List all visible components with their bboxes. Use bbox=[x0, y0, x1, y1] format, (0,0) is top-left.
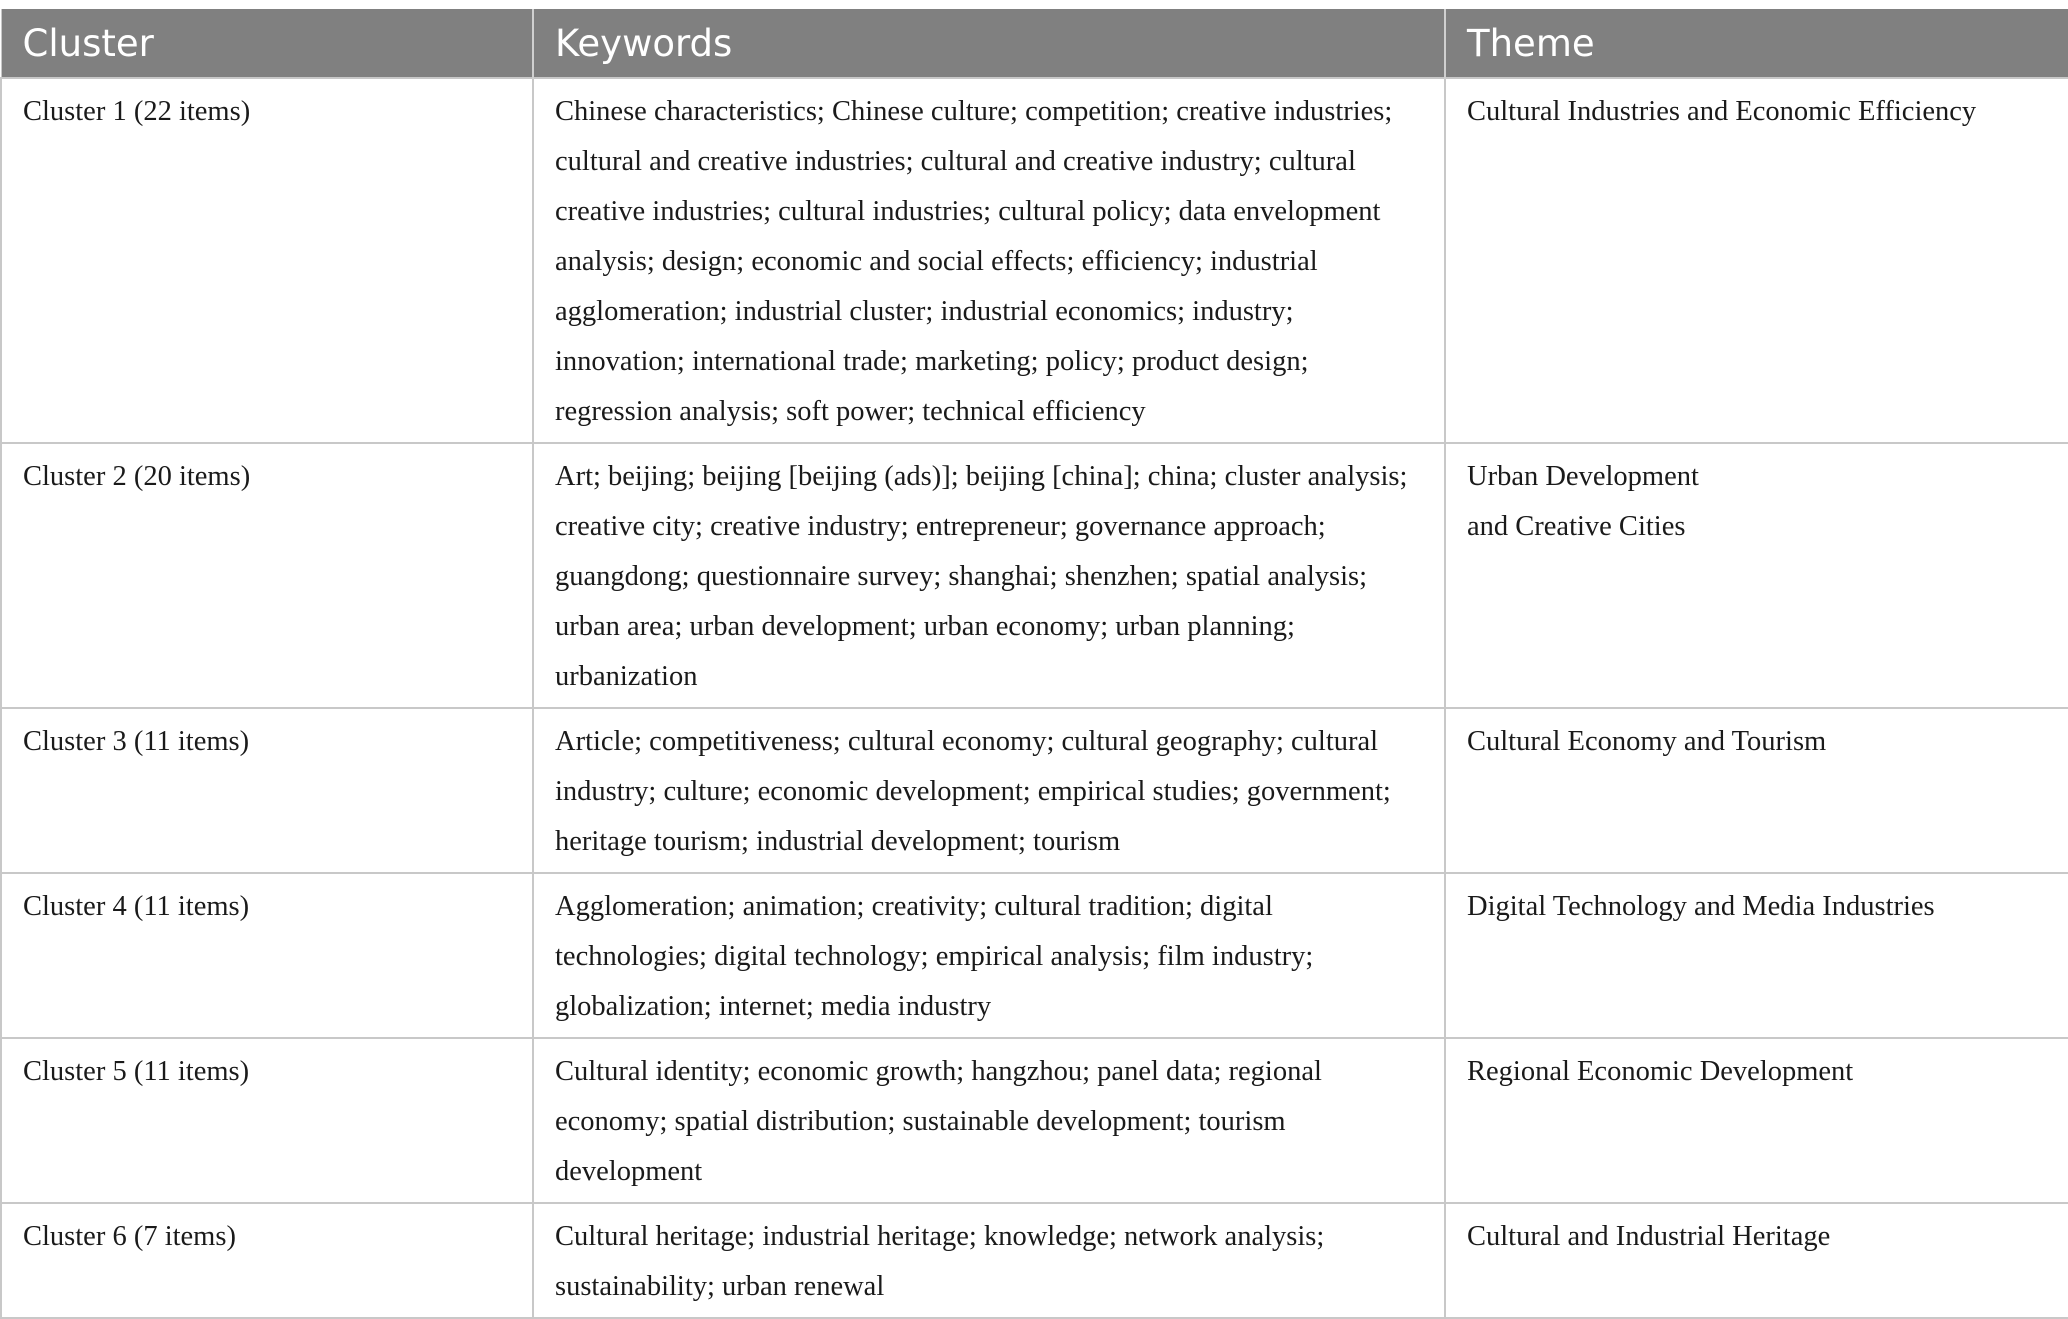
cluster-cell: Cluster 3 (11 items) bbox=[1, 708, 533, 873]
theme-cell bbox=[1445, 443, 2068, 708]
cluster-cell: Cluster 4 (11 items) bbox=[1, 873, 533, 1038]
table-row bbox=[1, 873, 2068, 1038]
cluster-cell: Cluster 1 (22 items) bbox=[1, 78, 533, 443]
theme-text: Cultural Economy and Tourism bbox=[1467, 726, 1827, 757]
theme-text: Regional Economic Development bbox=[1467, 1056, 1854, 1087]
table-row bbox=[1, 443, 2068, 708]
keywords-cell: Chinese characteristics; Chinese culture; competition; creative industries; cultural and creative industries; cultural and creative industry; cultural creative industries; cultural industries; cultural policy; data envelopment analysis; design; economic and social effects; efficiency; industrial agglomeration; industrial cluster; industrial economics; industry; innovation; international trade; marketing; policy; product design; regression analysis; soft power; technical efficiency bbox=[533, 78, 1445, 443]
theme-cell bbox=[1445, 78, 2068, 443]
theme-text: Cultural Industries and Economic Efficiency bbox=[1467, 96, 1977, 127]
cluster-cell: Cluster 2 (20 items) bbox=[1, 443, 533, 708]
table-row bbox=[1, 78, 2068, 443]
theme-text: Urban Development bbox=[1467, 461, 1699, 492]
theme-text: Cultural and Industrial Heritage bbox=[1467, 1221, 1831, 1252]
table-row bbox=[1, 1038, 2068, 1203]
cluster-cell: Cluster 5 (11 items) bbox=[1, 1038, 533, 1203]
keywords-cell: Agglomeration; animation; creativity; cultural tradition; digital technologies; digital technology; empirical analysis; film industry; globalization; internet; media industry bbox=[533, 873, 1445, 1038]
theme-cell bbox=[1445, 873, 2068, 1038]
cluster-table-container bbox=[0, 9, 2068, 1319]
keywords-cell: Article; competitiveness; cultural economy; cultural geography; cultural industry; culture; economic development; empirical studies; government; heritage tourism; industrial development; tourism bbox=[533, 708, 1445, 873]
header-row bbox=[1, 9, 2068, 78]
theme-text: and Creative Cities bbox=[1467, 511, 1686, 542]
table-row bbox=[1, 1203, 2068, 1318]
table-row bbox=[1, 708, 2068, 873]
keywords-cell: Cultural identity; economic growth; hangzhou; panel data; regional economy; spatial distribution; sustainable development; tourism development bbox=[533, 1038, 1445, 1203]
keywords-cell: Art; beijing; beijing [beijing (ads)]; beijing [china]; china; cluster analysis; creative city; creative industry; entrepreneur; governance approach; guangdong; questionnaire survey; shanghai; shenzhen; spatial analysis; urban area; urban development; urban economy; urban planning; urbanization bbox=[533, 443, 1445, 708]
theme-cell bbox=[1445, 708, 2068, 873]
keywords-cell: Cultural heritage; industrial heritage; knowledge; network analysis; sustainability; urban renewal bbox=[533, 1203, 1445, 1318]
header-keywords: Keywords bbox=[533, 9, 1445, 78]
table-body bbox=[1, 78, 2068, 1318]
theme-cell bbox=[1445, 1038, 2068, 1203]
header-cluster: Cluster bbox=[1, 9, 533, 78]
cluster-cell: Cluster 6 (7 items) bbox=[1, 1203, 533, 1318]
theme-cell bbox=[1445, 1203, 2068, 1318]
cluster-table bbox=[0, 9, 2068, 1319]
theme-text: Digital Technology and Media Industries bbox=[1467, 891, 1935, 922]
header-theme: Theme bbox=[1445, 9, 2068, 78]
table-header bbox=[1, 9, 2068, 78]
